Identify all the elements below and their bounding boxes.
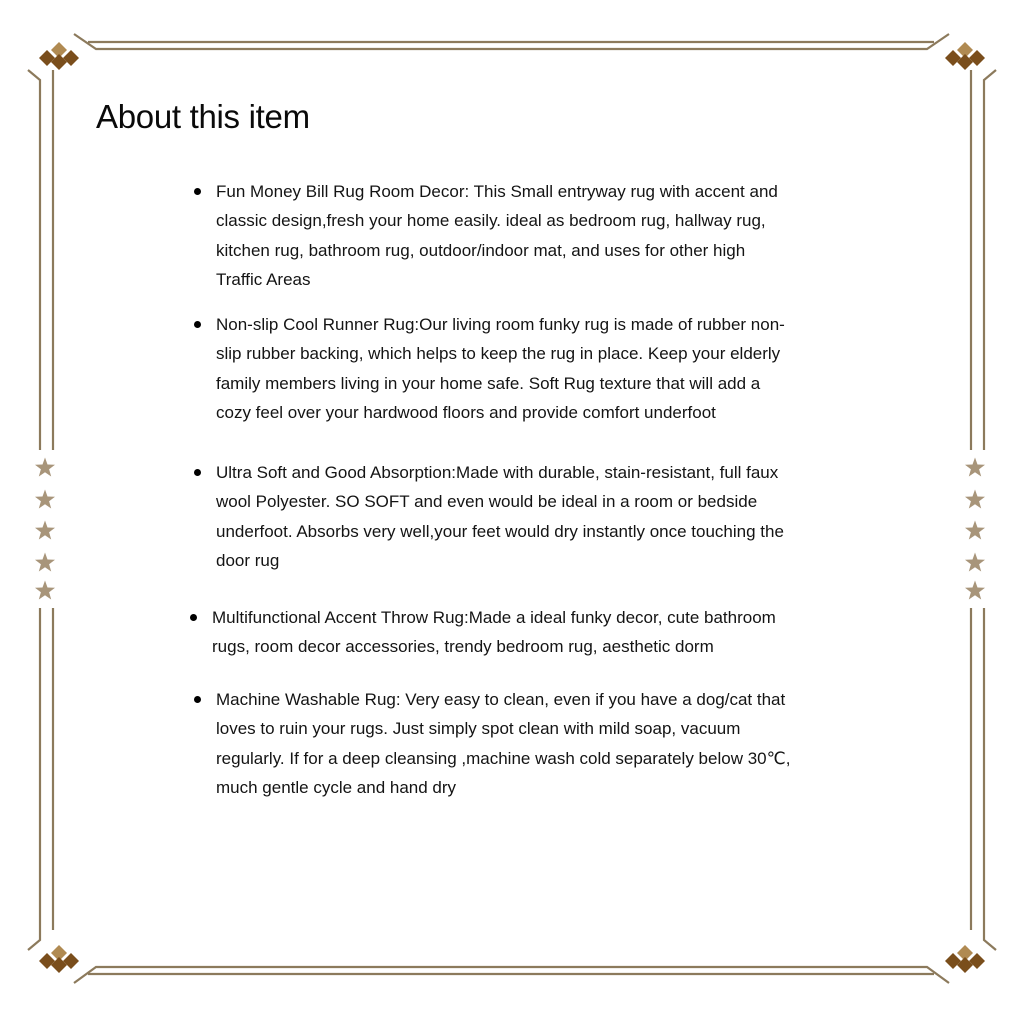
right-border (971, 70, 996, 950)
bullet-dot-icon (194, 188, 201, 195)
star-icon (965, 581, 985, 600)
star-icon (965, 521, 985, 540)
bullet-dot-icon (194, 696, 201, 703)
bottom-border (74, 967, 949, 983)
star-icon (965, 490, 985, 509)
left-star-column (35, 458, 55, 600)
bullet-dot-icon (194, 469, 201, 476)
diamond-cluster-icon (39, 42, 79, 70)
list-item-text: Machine Washable Rug: Very easy to clean, even if you have a dog/cat that loves to ruin your rugs. Just simply spot clean with mild soap, vacuum regularly. If for a deep cleansing ,machine wash cold separately below 30℃, much gentle cycle and hand dry (216, 690, 791, 797)
list-item-text: Ultra Soft and Good Absorption:Made with durable, stain-resistant, full faux wool Polyester. SO SOFT and even would be ideal in a room or bedside underfoot. Absorbs very well,your feet would dry instantly once touching the door rug (216, 463, 784, 570)
section-title: About this item (96, 98, 310, 135)
diamond-cluster-icon (945, 945, 985, 973)
star-icon (35, 458, 55, 477)
list-item-text: Fun Money Bill Rug Room Decor: This Small entryway rug with accent and classic design,fresh your home easily. ideal as bedroom rug, hallway rug, kitchen rug, bathroom rug, outdoor/indoor mat, and uses for other high Traffic Areas (216, 182, 778, 289)
diamond-cluster-icon (39, 945, 79, 973)
diamond-cluster-icon (945, 42, 985, 70)
list-item-text: Non-slip Cool Runner Rug:Our living room funky rug is made of rubber non-slip rubber backing, which helps to keep the rug in place. Keep your elderly family members living in your home safe. Soft Rug texture that will add a cozy feel over your hardwood floors and provide comfort underfoot (216, 315, 785, 422)
right-star-column (965, 458, 985, 600)
left-border (28, 70, 53, 950)
star-icon (965, 553, 985, 572)
list-item (216, 685, 796, 802)
star-icon (35, 490, 55, 509)
list-item (216, 458, 806, 575)
list-item (216, 177, 786, 294)
star-icon (35, 521, 55, 540)
top-border (74, 34, 949, 49)
list-item (212, 603, 797, 662)
list-item-text: Multifunctional Accent Throw Rug:Made a ideal funky decor, cute bathroom rugs, room decor accessories, trendy bedroom rug, aesthetic dorm (212, 608, 776, 657)
bullet-dot-icon (194, 321, 201, 328)
star-icon (35, 553, 55, 572)
bullet-dot-icon (190, 614, 197, 621)
star-icon (35, 581, 55, 600)
list-item (216, 310, 790, 427)
star-icon (965, 458, 985, 477)
